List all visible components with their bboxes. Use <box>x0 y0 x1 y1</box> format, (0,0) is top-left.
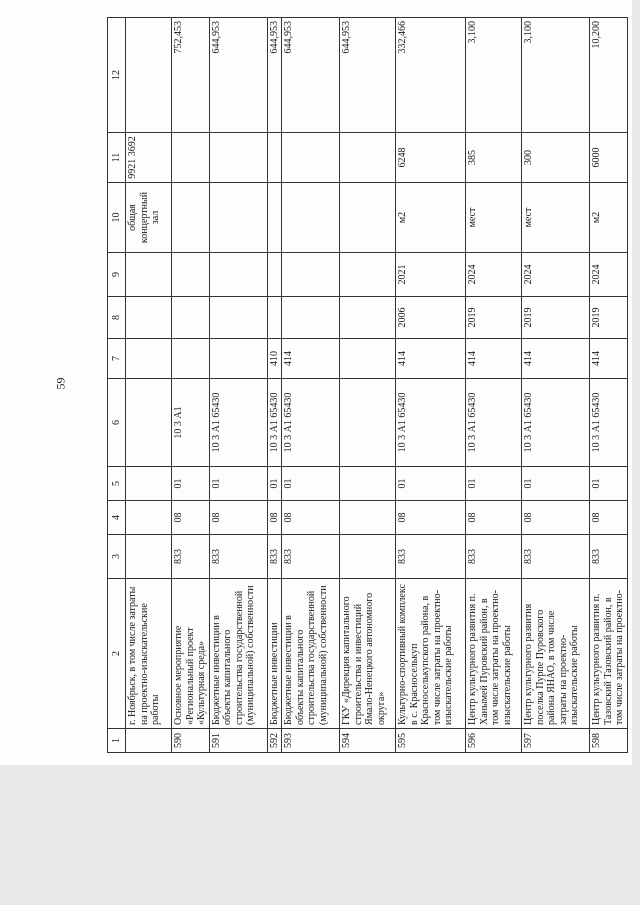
rotated-table-frame <box>107 18 625 753</box>
table-cell <box>282 297 340 339</box>
amount-cell: 644,953 <box>282 18 340 133</box>
table-cell <box>340 253 396 297</box>
table-cell <box>282 183 340 253</box>
table-cell <box>282 253 340 297</box>
table-row <box>209 18 267 753</box>
table-cell: 414 <box>282 339 340 379</box>
table-cell <box>126 297 172 339</box>
table-cell: м2 <box>396 183 466 253</box>
table-row <box>172 18 210 753</box>
table-cell: 833 <box>522 535 590 579</box>
amount-cell: 644,953 <box>340 18 396 133</box>
table-cell <box>172 297 210 339</box>
table-cell <box>126 535 172 579</box>
item-name-cell: ГКУ «Дирекция капитального строительства и инвестиций Ямало-Ненецкого автономного округа» <box>340 579 396 729</box>
table-cell: 08 <box>267 501 282 535</box>
budget-table <box>107 17 628 753</box>
table-cell: 10 3 А1 65430 <box>396 379 466 467</box>
table-cell <box>340 467 396 501</box>
table-row <box>282 18 340 753</box>
table-cell <box>126 379 172 467</box>
table-cell: 01 <box>590 467 628 501</box>
table-cell: 2006 <box>396 297 466 339</box>
row-number-cell: 598 <box>590 729 628 753</box>
table-cell: 2019 <box>522 297 590 339</box>
table-cell: 414 <box>396 339 466 379</box>
table-cell: 08 <box>396 501 466 535</box>
table-cell <box>267 133 282 183</box>
table-cell <box>209 339 267 379</box>
item-name-cell: Бюджетные инвестиции в объекты капитального строительства государственной (муниципальной) собственности <box>282 579 340 729</box>
header-cell: 4 <box>108 501 126 535</box>
table-row <box>466 18 522 753</box>
table-cell: 833 <box>209 535 267 579</box>
table-cell <box>172 183 210 253</box>
table-cell: 2024 <box>522 253 590 297</box>
table-cell: 2021 <box>396 253 466 297</box>
table-cell: 08 <box>466 501 522 535</box>
item-name-cell: г. Ноябрьск, в том числе затраты на проектно-изыскательские работы <box>126 579 172 729</box>
table-cell <box>172 339 210 379</box>
header-row <box>108 18 126 753</box>
amount-cell <box>126 18 172 133</box>
header-cell: 8 <box>108 297 126 339</box>
table-cell: 10 3 А1 65430 <box>267 379 282 467</box>
table-cell: 08 <box>590 501 628 535</box>
row-number-cell: 596 <box>466 729 522 753</box>
amount-cell: 332,466 <box>396 18 466 133</box>
table-cell: 414 <box>590 339 628 379</box>
table-cell <box>340 133 396 183</box>
header-cell: 7 <box>108 339 126 379</box>
row-number-cell: 593 <box>282 729 340 753</box>
row-number-cell: 590 <box>172 729 210 753</box>
table-cell: мест <box>466 183 522 253</box>
item-name-cell: Бюджетные инвестиции <box>267 579 282 729</box>
table-cell: 300 <box>522 133 590 183</box>
table-row <box>396 18 466 753</box>
table-cell: 01 <box>396 467 466 501</box>
table-cell: 6248 <box>396 133 466 183</box>
header-cell: 1 <box>108 729 126 753</box>
header-cell: 9 <box>108 253 126 297</box>
table-cell: 2024 <box>590 253 628 297</box>
table-cell: 01 <box>522 467 590 501</box>
item-name-cell: Культурно-спортивный комплекс в с. Красноселькуп Красноселькупского района, в том числе затраты на проектно-изыскательские работы <box>396 579 466 729</box>
row-number-cell: 594 <box>340 729 396 753</box>
table-cell <box>267 297 282 339</box>
table-cell: 385 <box>466 133 522 183</box>
item-name-cell: Центр культурного развития п. Ханымей Пуровский район, в том числе затраты на проектно-изыскательские работы <box>466 579 522 729</box>
header-cell: 12 <box>108 18 126 133</box>
table-cell: общая концертный зал <box>126 183 172 253</box>
table-cell: 833 <box>590 535 628 579</box>
table-cell <box>340 297 396 339</box>
table-cell: 10 3 А1 65430 <box>466 379 522 467</box>
table-cell <box>340 379 396 467</box>
table-cell: 01 <box>282 467 340 501</box>
table-cell <box>209 253 267 297</box>
table-cell <box>267 183 282 253</box>
table-cell: м2 <box>590 183 628 253</box>
table-cell: 10 3 А1 65430 <box>522 379 590 467</box>
table-cell: 9921 3692 <box>126 133 172 183</box>
table-cell <box>340 339 396 379</box>
table-cell <box>209 183 267 253</box>
table-row <box>590 18 628 753</box>
header-cell: 3 <box>108 535 126 579</box>
table-cell: 10 3 А1 <box>172 379 210 467</box>
amount-cell: 752,453 <box>172 18 210 133</box>
table-cell <box>340 501 396 535</box>
table-cell <box>126 339 172 379</box>
table-cell: 2019 <box>466 297 522 339</box>
table-cell: 01 <box>267 467 282 501</box>
amount-cell: 644,953 <box>267 18 282 133</box>
table-cell: 08 <box>522 501 590 535</box>
table-row <box>522 18 590 753</box>
table-cell: 08 <box>172 501 210 535</box>
table-cell <box>172 133 210 183</box>
header-cell: 5 <box>108 467 126 501</box>
table-cell <box>209 297 267 339</box>
header-cell: 10 <box>108 183 126 253</box>
header-cell: 6 <box>108 379 126 467</box>
table-cell: 01 <box>209 467 267 501</box>
table-cell: 01 <box>466 467 522 501</box>
item-name-cell: Центр культурного развития поселка Пурпе Пуровского района ЯНАО, в том числе затраты на проектно-изыскательские работы <box>522 579 590 729</box>
row-number-cell: 592 <box>267 729 282 753</box>
item-name-cell: Центр культурного развития п. Тазовский Тазовский район, в том числе затраты на проектно- <box>590 579 628 729</box>
table-cell <box>282 133 340 183</box>
table-cell <box>126 467 172 501</box>
table-cell <box>209 133 267 183</box>
table-cell: 833 <box>172 535 210 579</box>
table-cell <box>267 253 282 297</box>
table-cell: 2019 <box>590 297 628 339</box>
table-cell <box>172 253 210 297</box>
amount-cell: 3,100 <box>522 18 590 133</box>
table-cell: 833 <box>396 535 466 579</box>
header-cell: 2 <box>108 579 126 729</box>
amount-cell: 10,200 <box>590 18 628 133</box>
table-cell: 10 3 А1 65430 <box>590 379 628 467</box>
table-cell: мест <box>522 183 590 253</box>
row-number-cell: 591 <box>209 729 267 753</box>
rotated-table-content <box>107 18 625 753</box>
table-row <box>267 18 282 753</box>
table-cell: 10 3 А1 65430 <box>209 379 267 467</box>
table-row <box>340 18 396 753</box>
item-name-cell: Бюджетные инвестиции в объекты капитального строительства государственной (муниципальной) собственности <box>209 579 267 729</box>
table-cell: 833 <box>466 535 522 579</box>
table-cell: 414 <box>466 339 522 379</box>
table-cell: 6000 <box>590 133 628 183</box>
table-cell: 01 <box>172 467 210 501</box>
table-cell: 08 <box>209 501 267 535</box>
table-cell: 2024 <box>466 253 522 297</box>
table-cell <box>340 535 396 579</box>
table-cell <box>340 183 396 253</box>
table-cell: 833 <box>267 535 282 579</box>
row-number-cell: 597 <box>522 729 590 753</box>
page-number: 59 <box>53 377 68 389</box>
header-cell: 11 <box>108 133 126 183</box>
amount-cell: 644,953 <box>209 18 267 133</box>
item-name-cell: Основное мероприятие «Региональный проект «Культурная среда» <box>172 579 210 729</box>
table-cell: 414 <box>522 339 590 379</box>
table-cell: 08 <box>282 501 340 535</box>
row-number-cell: 595 <box>396 729 466 753</box>
amount-cell: 3,100 <box>466 18 522 133</box>
table-cell <box>126 253 172 297</box>
table-cell: 833 <box>282 535 340 579</box>
table-row <box>126 18 172 753</box>
table-cell: 410 <box>267 339 282 379</box>
table-cell: 10 3 А1 65430 <box>282 379 340 467</box>
table-cell <box>126 501 172 535</box>
row-number-cell <box>126 729 172 753</box>
